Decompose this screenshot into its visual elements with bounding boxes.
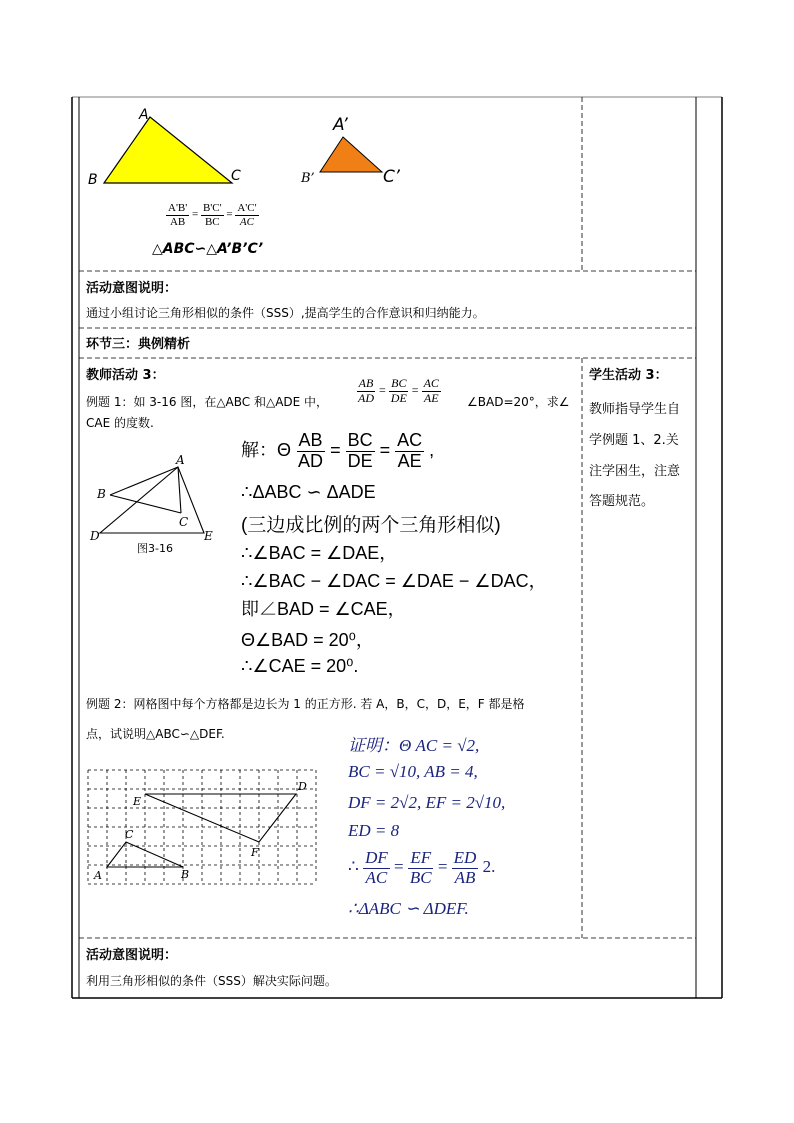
student-activity-line-1: 教师指导学生自 (589, 402, 681, 417)
section-title: 环节三：典例精析 (86, 337, 191, 352)
example2-line-2: 点，试说明△ABC∽△DEF. (86, 727, 225, 741)
fig316-label-a: A (176, 453, 185, 467)
grid-figure (80, 760, 330, 900)
intent-body-2: 利用三角形相似的条件（SSS）解决实际问题。 (86, 974, 337, 988)
example1-text-a: 例题 1：如 3-16 图，在△ABC 和△ADE 中， (86, 395, 329, 409)
label-big-c: C (231, 168, 241, 184)
label-small-a: A’ (333, 115, 348, 135)
student-activity-line-2: 学例题 1、2.关 (589, 433, 679, 448)
grid-label-f: F (251, 846, 259, 859)
similar-statement: △ABC∽△A’B’C’ (152, 241, 264, 257)
proof-line-6: ∴ΔABC ∽ ΔDEF. (348, 899, 469, 918)
solution-line-1: 解：Θ $\frac{AB}{AD}$ = $\frac{BC}{DE}$ = $\frac{AC}{AE}$ , (241, 430, 435, 471)
solution-line-7: Θ∠BAD = 20⁰， (241, 630, 374, 650)
solution-line-3: (三边成比例的两个三角形相似) (241, 515, 501, 536)
label-small-b: B’ (301, 171, 315, 186)
example1-text-b: ∠BAD=20°，求∠ (467, 395, 570, 409)
intent-title-2: 活动意图说明： (86, 948, 178, 963)
label-small-c: C’ (383, 167, 400, 187)
fig316-caption: 图3-16 (137, 542, 173, 555)
label-big-b: B (88, 172, 98, 188)
proof-line-2: BC = √10, AB = 4, (348, 762, 478, 781)
grid-label-e: E (133, 795, 142, 808)
solution-line-6: 即∠BAD = ∠CAE， (241, 599, 406, 619)
fig316-label-d: D (90, 529, 100, 543)
solution-line-4: ∴∠BAC = ∠DAE， (241, 543, 398, 563)
fig316-label-c: C (179, 515, 189, 529)
triangle-def-grid (145, 794, 296, 842)
triangle-a1b1c1 (320, 137, 382, 172)
example2-line-1: 例题 2：网格图中每个方格都是边长为 1 的正方形. 若 A，B，C，D，E，F 都是格 (86, 697, 525, 711)
grid-label-a: A (94, 869, 102, 882)
fig316-label-b: B (97, 487, 106, 501)
proof-line-5: ∴ $\frac{DF}{AC}$ = $\frac{EF}{BC}$ = $\frac{ED}{AB}$ 2. (348, 848, 496, 887)
grid-label-c: C (125, 828, 134, 841)
teacher-activity-title: 教师活动 3： (86, 368, 165, 383)
fig316-label-e: E (204, 529, 213, 543)
student-activity-line-4: 答题规范。 (589, 494, 655, 509)
ratio-equation: $\frac{A'B'}{AB}$ = $\frac{B'C'}{BC}$ = $\frac{A'C'}{AC}$ (168, 202, 257, 228)
example1-fractions: $\frac{AB}{AD}$ = $\frac{BC}{DE}$ = $\frac{AC}{AE}$ (358, 376, 439, 405)
grid-label-b: B (181, 868, 190, 881)
example1-text-c: CAE 的度数. (86, 416, 154, 430)
solution-line-8: ∴∠CAE = 20⁰. (241, 656, 359, 676)
student-activity-title: 学生活动 3： (589, 368, 668, 383)
grid-label-d: D (298, 780, 307, 793)
similar-triangles-figure (80, 100, 420, 200)
solution-line-5: ∴∠BAC − ∠DAC = ∠DAE − ∠DAC， (241, 571, 547, 591)
intent-title-1: 活动意图说明： (86, 281, 178, 296)
proof-line-1: 证明：Θ AC = √2, (348, 736, 480, 755)
proof-line-3: DF = 2√2, EF = 2√10, (348, 793, 506, 812)
solution-line-2: ∴ΔABC ∽ ΔADE (241, 482, 376, 502)
student-activity-line-3: 注学困生，注意 (589, 464, 681, 479)
intent-body-1: 通过小组讨论三角形相似的条件（SSS）,提高学生的合作意识和归纳能力。 (86, 306, 485, 320)
proof-line-4: ED = 8 (348, 821, 400, 840)
label-big-a: A (139, 107, 149, 123)
triangle-abc (104, 117, 232, 183)
